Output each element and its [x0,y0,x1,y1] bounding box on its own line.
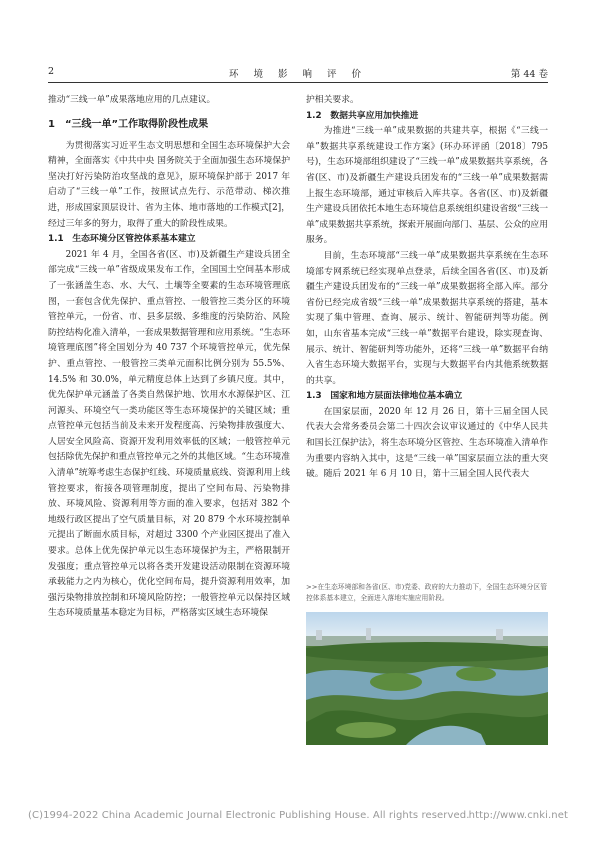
copyright-text: (C)1994-2022 China Academic Journal Electronic Publishing House. All rights reserved. [28,810,470,821]
journal-title: 环 境 影 响 评 价 [228,69,368,80]
figure-caption: >>在生态环境部和各省(区、市)党委、政府的大力推动下，全国生态环境分区管控体系基本建立，全面进入落地实施应用阶段。 [306,583,547,602]
section-1-2-heading: 1.2 数据共享应用加快推进 [306,110,419,121]
header-rule [48,82,548,83]
volume-label: 第 44 卷 [510,69,548,80]
paragraph: 在国家层面，2020 年 12 月 26 日，第十三届全国人民代表大会常务委员会第二十四次会议审议通过的《中华人民共和国长江保护法》，将生态环境分区管控、生态环境准入清单作为重要内容纳入其中，这是“三线一单”国家层面立法的重大突破。随后 2021 年 6 月 10 日，第十三届全国人民代表大 [306,406,548,480]
intro-line: 推动“三线一单”成果落地应用的几点建议。 [48,95,216,105]
running-header [48,66,548,82]
paragraph: 为推进“三线一单”成果数据的共建共享，根据《“三线一单”数据共享系统建设工作方案》(环办环评函〔2018〕795 号)，生态环境部组织建设了“三线一单”成果数据共享系统，各省(区、市)及新疆生产建设兵团发布的“三线一单”成果数据需上报生态环境部，通过审核后入库共享。各省(区、市)及新疆生产建设兵团依托本地生态环境信息系统组织建设省级“三线一单”成果数据共享系统，探索开展面向部门、基层、公众的应用服务。 [306,126,549,246]
page-number: 2 [48,66,55,77]
right-column [306,93,548,483]
copyright-footer [28,810,568,821]
section-1-3-heading: 1.3 国家和地方层面法律地位基本确立 [306,391,463,402]
section-1-heading: 1 “三线一单”工作取得阶段性成果 [48,118,209,130]
paragraph: 为贯彻落实习近平生态文明思想和全国生态环境保护大会精神，全面落实《中共中央 国务院关于全面加强生态环境保护 坚决打好污染防治攻坚战的意见》，原环境保护部于 2017 年启动了“三线一单”工作，按照试点先行、示范带动、梯次推进，形成国家顶层设计、省为主体、地市落地的工作模式[2]，经过三年多的努力，取得了重大的阶段性成果。 [48,140,290,229]
paragraph: 目前，生态环境部“三线一单”成果数据共享系统在生态环境部专网系统已经实现单点登录，后续全国各省(区、市)及新疆生产建设兵团发布的“三线一单”成果数据将全部入库。部分省份已经完成省级“三线一单”成果数据共享系统的搭建，基本实现了集中管理、查询、展示、统计、智能研判等功能。例如，山东省基本完成“三线一单”数据平台建设，除实现查询、展示、统计、智能研判等功能外，还将“三线一单”数据平台纳入省生态环境大数据平台，实现与大数据平台内其他系统数据的共享。 [306,250,548,386]
wetland-aerial-image [306,612,548,745]
landscape-photo [306,612,548,745]
footer-url: http://www.cnki.net [468,810,568,821]
section-1-1-heading: 1.1 生态环境分区管控体系基本建立 [48,234,196,245]
left-column [48,93,290,622]
paragraph-continued: 护相关要求。 [306,95,359,105]
paragraph: 2021 年 4 月，全国各省(区、市)及新疆生产建设兵团全部完成“三线一单”省级成果发布工作，全国国土空间基本形成了一张涵盖生态、水、大气、土壤等全要素的生态环境管理底图，一套包含优先保护、重点管控、一般管控三类分区的环境管控单元，一份省、市、县多层级、多维度的污染防治、风险防控结构化准入清单，一套成果数据管理和应用系统。“生态环境管理底图”将全国划分为 40 737 个环境管控单元，优先保护、重点管控、一般管控三类单元面积比例分别为 55.5%、14.5% 和 30.0%，单元精度总体上达到了乡镇尺度。其中，优先保护单元涵盖了各类自然保护地、饮用水水源保护区、江河源头、环境空气一类功能区等生态环境保护的关键区域；重点管控单元包括当前及未来开发程度高、污染物排放强度大、人居安全风险高、资源开发利用效率低的区域；一般管控单元包括除优先保护和重点管控单元之外的其他区域。“生态环境准入清单”统筹考虑生态保护红线、环境质量底线、资源利用上线管控要求，衔接各项管理制度，提出了空间布局、污染物排放、环境风险、资源利用等方面的准入要求，包括对 382 个地级行政区提出了空气质量目标，对 20 879 个水环境控制单元提出了断面水质目标，对超过 3300 个产业园区提出了准入要求。总体上优先保护单元以生态环境保护为主，严格限制开发强度；重点管控单元以将各类开发建设活动限制在资源环境承载能力之内为核心，优化空间布局，提升资源利用效率，加强污染物排放控制和环境风险防控；一般管控单元以保持区域生态环境质量基本稳定为目标，严格落实区域生态环境保 [48,249,291,619]
